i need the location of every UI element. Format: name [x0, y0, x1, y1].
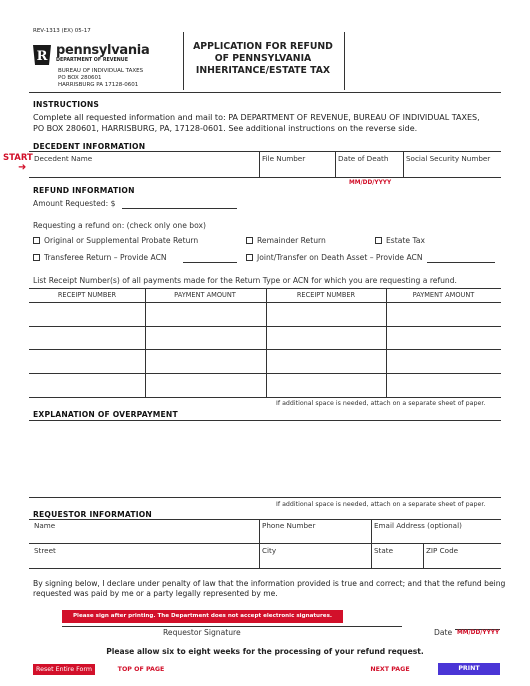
title-line1: APPLICATION FOR REFUND [193, 41, 333, 52]
top-of-page-button[interactable]: TOP OF PAGE [117, 666, 165, 673]
payment-cell-r1c1[interactable] [146, 303, 265, 325]
receipt-cell-r2c1[interactable] [30, 327, 144, 348]
original-return-checkbox[interactable] [33, 237, 40, 244]
form-title [183, 41, 343, 77]
state-field[interactable] [372, 556, 422, 568]
transferee-return-checkbox[interactable] [33, 254, 40, 261]
payment-cell-r4c2[interactable] [387, 374, 500, 396]
logo-text: pennsylvania [56, 43, 150, 58]
overpayment-additional-space-note: If additional space is needed, attach on a separate sheet of paper. [276, 501, 486, 508]
phone-field[interactable] [260, 531, 370, 543]
date-label: Date [434, 628, 453, 637]
amount-label: Amount Requested: $ [33, 199, 116, 208]
joint-transfer-checkbox[interactable] [246, 254, 253, 261]
requestor-name-label: Name [34, 521, 56, 530]
transferee-acn-field[interactable] [183, 252, 237, 263]
original-return-label: Original or Supplemental Probate Return [44, 236, 199, 245]
remainder-return-checkbox[interactable] [246, 237, 253, 244]
zip-label: ZIP Code [426, 546, 459, 555]
receipt-cell-r2c2[interactable] [267, 327, 385, 348]
ssn-field[interactable] [404, 164, 500, 177]
title-line2: OF PENNSYLVANIA [214, 53, 312, 64]
receipt-cell-r1c1[interactable] [30, 303, 144, 325]
requestor-heading: REQUESTOR INFORMATION [33, 510, 152, 519]
phone-label: Phone Number [262, 521, 316, 530]
processing-note: Please allow six to eight weeks for the processing of your refund request. [106, 647, 424, 656]
next-page-button[interactable]: NEXT PAGE [370, 666, 410, 673]
bureau-line3: HARRISBURG PA 17128-0601 [58, 82, 139, 88]
refund-heading: REFUND INFORMATION [33, 186, 135, 195]
date-of-death-label: Date of Death [338, 154, 389, 163]
col-payment-amount-2: PAYMENT AMOUNT [412, 291, 475, 299]
receipt-cell-r4c2[interactable] [267, 374, 385, 396]
joint-acn-field[interactable] [427, 252, 495, 263]
start-arrow-icon: ➜ [18, 162, 27, 173]
payment-cell-r3c1[interactable] [146, 350, 265, 372]
pa-keystone-logo-icon [31, 43, 53, 67]
ssn-label: Social Security Number [406, 154, 491, 163]
date-of-death-field[interactable] [336, 164, 402, 177]
print-button[interactable]: PRINT [438, 663, 500, 675]
email-label: Email Address (optional) [374, 521, 462, 530]
instructions-line2: PO BOX 280601, HARRISBURG, PA, 17128-0601. See additional instructions on the reverse side. [33, 124, 418, 133]
decedent-heading: DECEDENT INFORMATION [33, 142, 146, 151]
city-label: City [262, 546, 277, 555]
zip-field[interactable] [424, 556, 500, 568]
estate-tax-label: Estate Tax [386, 236, 425, 245]
decedent-name-field[interactable] [31, 164, 259, 177]
payment-cell-r4c1[interactable] [146, 374, 265, 396]
street-label: Street [34, 546, 56, 555]
overpayment-heading: EXPLANATION OF OVERPAYMENT [33, 410, 178, 419]
date-of-death-hint: MM/DD/YYYY [349, 180, 392, 186]
email-field[interactable] [372, 531, 500, 543]
payment-cell-r3c2[interactable] [387, 350, 500, 372]
amount-field[interactable] [122, 197, 237, 209]
payment-cell-r2c1[interactable] [146, 327, 265, 348]
city-field[interactable] [260, 556, 370, 568]
reset-form-button[interactable]: Reset Entire Form [33, 664, 95, 675]
receipt-cell-r3c1[interactable] [30, 350, 144, 372]
receipt-cell-r3c2[interactable] [267, 350, 385, 372]
title-line3: INHERITANCE/ESTATE TAX [195, 65, 331, 76]
signature-label: Requestor Signature [163, 628, 241, 637]
svg-text:R: R [36, 49, 48, 64]
payment-cell-r1c2[interactable] [387, 303, 500, 325]
col-receipt-number: RECEIPT NUMBER [57, 291, 117, 299]
overpayment-explanation-field[interactable] [30, 422, 500, 496]
receipt-additional-space-note: If additional space is needed, attach on a separate sheet of paper. [276, 400, 486, 407]
joint-transfer-label: Joint/Transfer on Death Asset – Provide ACN [257, 253, 423, 262]
decedent-name-label: Decedent Name [34, 154, 93, 163]
transferee-return-label: Transferee Return – Provide ACN [44, 253, 167, 262]
col-payment-amount: PAYMENT AMOUNT [174, 291, 236, 299]
requestor-name-field[interactable] [31, 531, 258, 543]
receipt-cell-r1c2[interactable] [267, 303, 385, 325]
bureau-line2: PO BOX 280601 [58, 75, 102, 81]
receipt-cell-r4c1[interactable] [30, 374, 144, 396]
requesting-label: Requesting a refund on: (check only one box) [33, 221, 206, 230]
signature-date-field[interactable] [455, 620, 500, 630]
receipt-instruction: List Receipt Number(s) of all payments made for the Return Type or ACN for which you are requesting a refund. [33, 276, 457, 285]
signature-date-hint: MM/DD/YYYY [457, 630, 500, 636]
declaration-line1: By signing below, I declare under penalty of law that the information provided is true and correct; and that the refund being [33, 579, 506, 588]
form-code: REV-1313 (EX) 05-17 [33, 28, 91, 34]
street-field[interactable] [31, 556, 258, 568]
estate-tax-checkbox[interactable] [375, 237, 382, 244]
file-number-label: File Number [262, 154, 306, 163]
start-label: START [3, 153, 33, 163]
payment-cell-r2c2[interactable] [387, 327, 500, 348]
instructions-line1: Complete all requested information and mail to: PA DEPARTMENT OF REVENUE, BUREAU OF INDIVIDUAL TAXES, [33, 113, 480, 122]
declaration-line2: requested was paid by me or a party legally represented by me. [33, 589, 278, 598]
remainder-return-label: Remainder Return [257, 236, 326, 245]
sign-after-printing-notice: Please sign after printing. The Department does not accept electronic signatures. [62, 610, 343, 623]
logo-subtitle: DEPARTMENT OF REVENUE [56, 58, 128, 63]
file-number-field[interactable] [260, 164, 334, 177]
bureau-line1: BUREAU OF INDIVIDUAL TAXES [58, 68, 144, 74]
instructions-heading: INSTRUCTIONS [33, 100, 100, 109]
col-receipt-number-2: RECEIPT NUMBER [296, 291, 356, 299]
state-label: State [374, 546, 394, 555]
